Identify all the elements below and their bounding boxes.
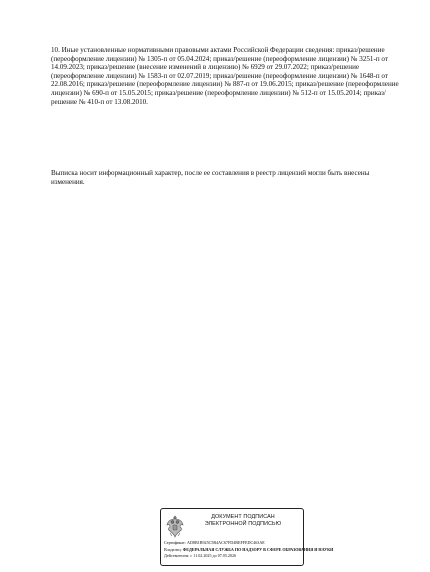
- certificate-value: AD8B1B925C5B4AC67FD4BEFFEDC463AE: [187, 540, 265, 545]
- certificate-row: [164, 540, 302, 547]
- disclaimer-note: Выписка носит информационный характер, после ее составления в реестр лицензий могли быть внесены изменения.: [51, 169, 370, 186]
- validity-value: с 11.02.2025 до 07.05.2026: [190, 553, 237, 559]
- section-10-paragraph: 10. Иные установленные нормативными правовыми актами Российской Федерации сведения: приказ/решение (переоформление лицензии) № 1305-п от 05.04.2024; приказ/решение (переоформление лицензии) № 3251-п от 14.09.2023; приказ/решение (внесение изменений в лицензию) № 6929 от 29.07.2022; приказ/решение (переоформление лицензии) № 1583-п от 02.07.2019; приказ/решение (переоформление лицензии) № 1648-п от 22.08.2016; приказ/решение (переоформление лицензии) № 887-п от 19.06.2015; приказ/решение (переоформление лицензии) № 690-п от 15.05.2015; приказ/решение (переоформление лицензии) № 512-п от 15.05.2014; приказ/решение № 410-п от 13.08.2010.: [51, 46, 399, 106]
- stamp-title-line-1: ДОКУМЕНТ ПОДПИСАН: [211, 514, 275, 520]
- owner-label: Владелец:: [164, 546, 182, 552]
- validity-row: [164, 553, 302, 560]
- electronic-signature-stamp: [160, 508, 334, 566]
- owner-value: ФЕДЕРАЛЬНАЯ СЛУЖБА ПО НАДЗОРУ В СФЕРЕ ОБРАЗОВАНИЯ И НАУКИ: [182, 546, 334, 552]
- owner-row: [164, 546, 334, 554]
- stamp-title-line-2: ЭЛЕКТРОННОЙ ПОДПИСЬЮ: [204, 520, 282, 527]
- certificate-label: Сертификат:: [164, 540, 186, 545]
- validity-label: Действителен:: [164, 553, 190, 559]
- coat-of-arms-icon: [164, 513, 186, 541]
